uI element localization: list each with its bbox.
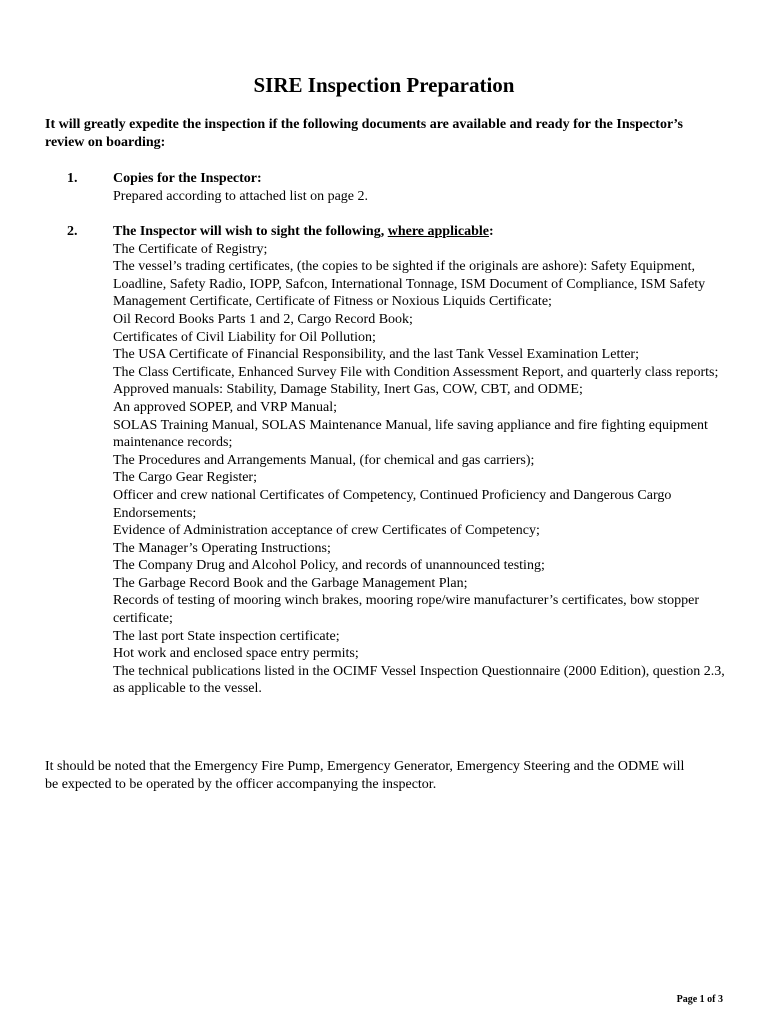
document-entry: Officer and crew national Certificates of Competency, Continued Proficiency and Dangerous Cargo Endorsements; [113, 487, 672, 521]
document-entry: The Class Certificate, Enhanced Survey File with Condition Assessment Report, and quarterly class reports; [113, 364, 719, 380]
item-body [113, 223, 727, 698]
item-heading [113, 223, 727, 241]
document-entry: Records of testing of mooring winch brakes, mooring rope/wire manufacturer’s certificates, bow stopper certificate; [113, 593, 700, 627]
item-line: Prepared according to attached list on page 2. [113, 188, 369, 204]
list-item-sight-documents [67, 223, 727, 698]
item-heading-underlined: where applicable [387, 224, 489, 239]
item-heading: Copies for the Inspector: [113, 171, 262, 186]
document-entry: The Cargo Gear Register; [113, 470, 257, 486]
document-entry: The Manager’s Operating Instructions; [113, 540, 331, 556]
document-entry: The Procedures and Arrangements Manual, (for chemical and gas carriers); [113, 452, 535, 468]
item-heading-suffix: : [488, 224, 494, 239]
document-title: SIRE Inspection Preparation [253, 73, 515, 97]
item-heading-prefix: The Inspector will wish to sight the following, [113, 224, 388, 239]
intro-paragraph: It will greatly expedite the inspection if the following documents are available and ready for the Inspector’s review on boarding: [45, 117, 683, 150]
document-entry: Oil Record Books Parts 1 and 2, Cargo Record Book; [113, 311, 413, 327]
document-entry: The USA Certificate of Financial Responsibility, and the last Tank Vessel Examination Letter; [113, 347, 639, 363]
page-number: Page 1 of 3 [676, 994, 723, 1005]
document-entry: The Garbage Record Book and the Garbage Management Plan; [113, 575, 468, 591]
document-entry: Hot work and enclosed space entry permits; [113, 646, 359, 662]
document-entry: Approved manuals: Stability, Damage Stability, Inert Gas, COW, CBT, and ODME; [113, 382, 583, 398]
list-item-copies [67, 170, 727, 205]
document-entry: An approved SOPEP, and VRP Manual; [113, 399, 337, 415]
document-entry: SOLAS Training Manual, SOLAS Maintenance Manual, life saving appliance and fire fighting equipment maintenance records; [113, 417, 708, 451]
document-entry: The technical publications listed in the OCIMF Vessel Inspection Questionnaire (2000 Edition), question 2.3, as applicable to the vessel. [113, 663, 725, 697]
document-entry: The Certificate of Registry; [113, 241, 268, 257]
item-number: 1. [67, 171, 78, 186]
document-entry: Certificates of Civil Liability for Oil Pollution; [113, 329, 376, 345]
document-entry: The Company Drug and Alcohol Policy, and records of unannounced testing; [113, 558, 545, 574]
document-entry: The last port State inspection certificate; [113, 628, 340, 644]
item-body [113, 170, 727, 205]
item-number: 2. [67, 224, 78, 239]
closing-paragraph: It should be noted that the Emergency Fire Pump, Emergency Generator, Emergency Steering and the ODME will be expected to be operated by the officer accompanying the inspector. [45, 759, 685, 792]
document-entry: The vessel’s trading certificates, (the copies to be sighted if the originals are ashore): Safety Equipment, Loadline, Safety Radio, IOPP, Safcon, International Tonnage, ISM Document of Compliance, ISM Safety Management Certificate, Certificate of Fitness or Noxious Liquids Certificate; [113, 259, 706, 310]
document-entry: Evidence of Administration acceptance of crew Certificates of Competency; [113, 523, 540, 539]
